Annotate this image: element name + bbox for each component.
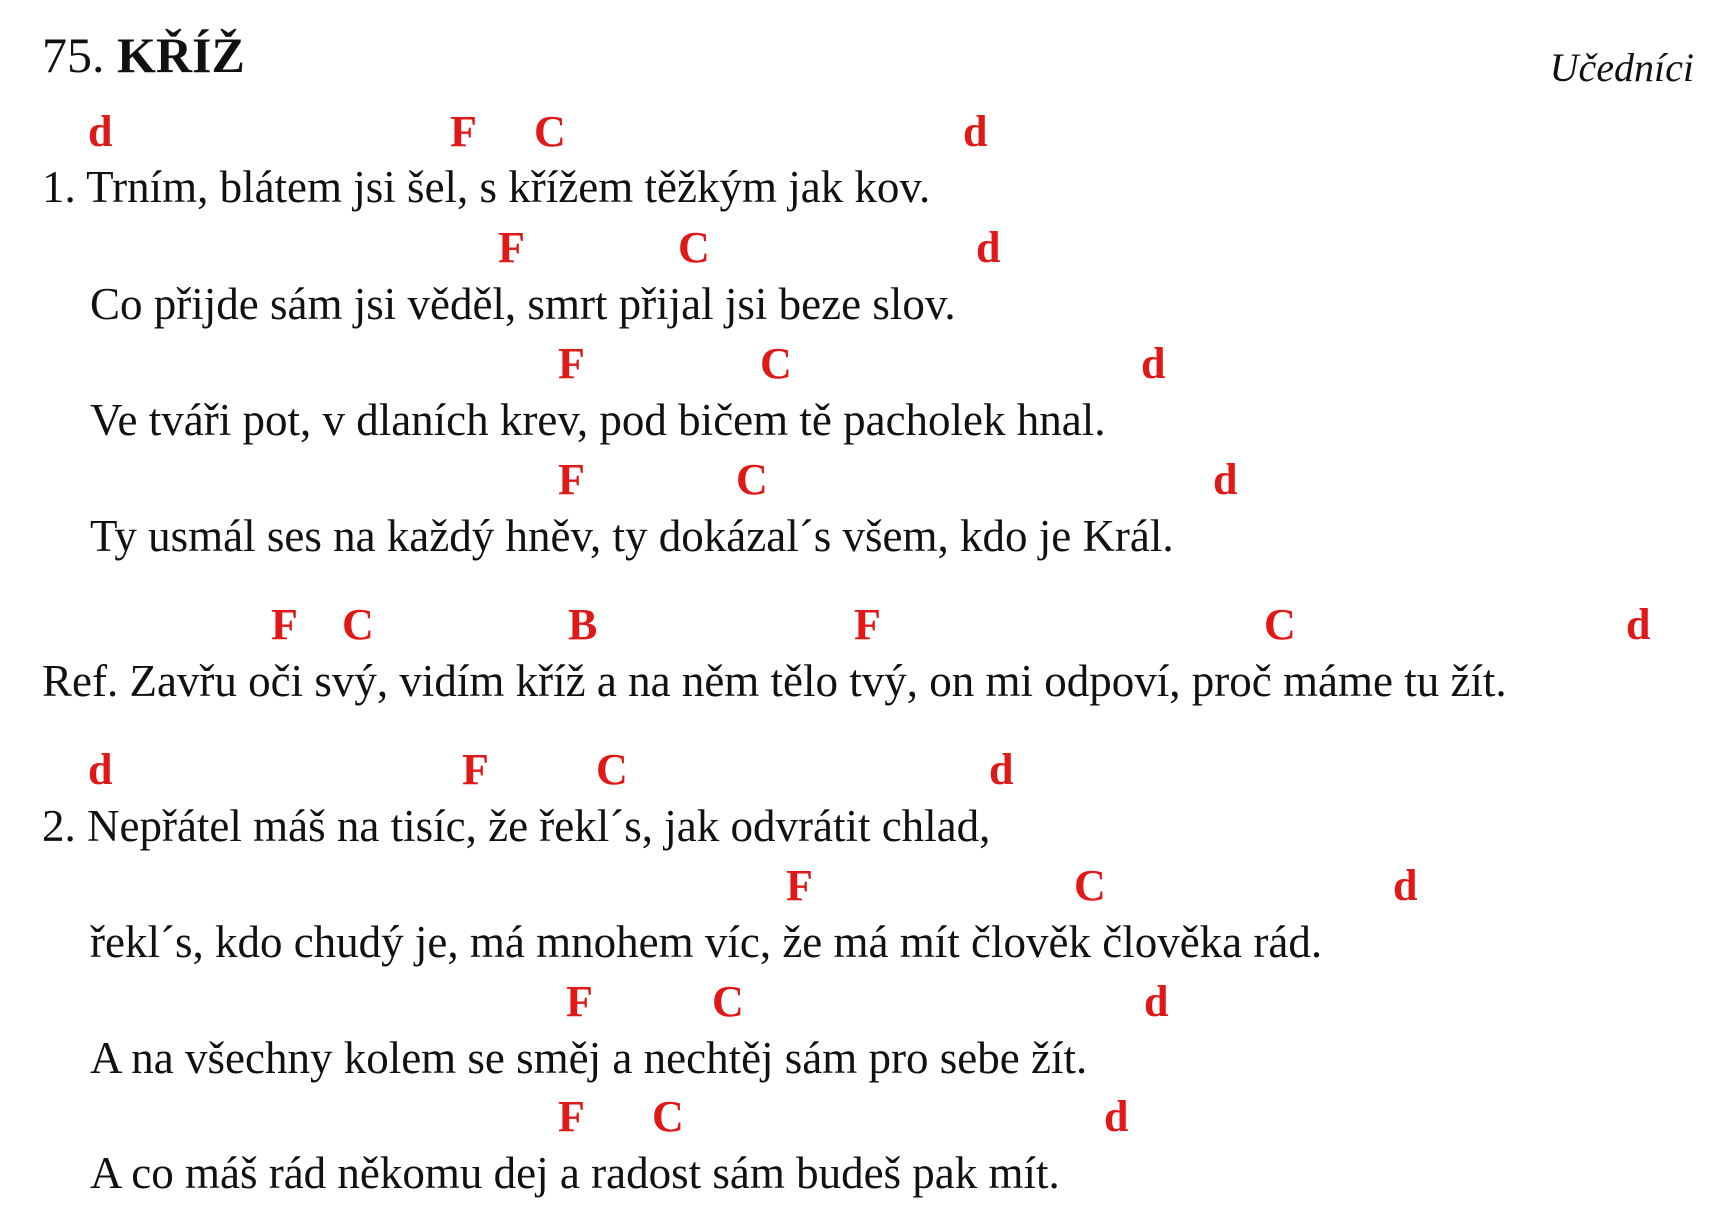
song-header bbox=[42, 27, 245, 83]
lyric-line: A na všechny kolem se směj a nechtěj sám pro sebe žít. bbox=[90, 1033, 1088, 1083]
chord: F bbox=[271, 600, 298, 649]
lyric-line: Co přijde sám jsi věděl, smrt přijal jsi beze slov. bbox=[90, 279, 956, 329]
song-author: Učedníci bbox=[1549, 45, 1694, 90]
chord: B bbox=[568, 600, 598, 649]
chord: C bbox=[534, 107, 566, 156]
chord: d bbox=[1141, 339, 1166, 388]
chord: F bbox=[786, 861, 813, 910]
lyric-line: Ve tváři pot, v dlaních krev, pod bičem tě pacholek hnal. bbox=[90, 395, 1106, 445]
lyric-line: 2. Nepřátel máš na tisíc, že řekl´s, jak odvrátit chlad, bbox=[42, 801, 991, 851]
chord: F bbox=[450, 107, 477, 156]
refrain-line: Ref. Zavřu oči svý, vidím kříž a na něm tělo tvý, on mi odpoví, proč máme tu žít. bbox=[42, 656, 1507, 706]
lyric-line: řekl´s, kdo chudý je, má mnohem víc, že má mít člověk člověka rád. bbox=[90, 917, 1323, 967]
chord: F bbox=[558, 1092, 585, 1141]
chord: F bbox=[566, 977, 593, 1026]
chord: C bbox=[678, 223, 710, 272]
chord: F bbox=[558, 455, 585, 504]
chord: d bbox=[1104, 1092, 1129, 1141]
chord: C bbox=[652, 1092, 684, 1141]
song-title: KŘÍŽ bbox=[117, 27, 245, 83]
chord: d bbox=[989, 745, 1014, 794]
chord: C bbox=[596, 745, 628, 794]
chord: C bbox=[760, 339, 792, 388]
chord: d bbox=[1144, 977, 1169, 1026]
chord: F bbox=[498, 223, 525, 272]
chord: d bbox=[1213, 455, 1238, 504]
chord: d bbox=[976, 223, 1001, 272]
chord: d bbox=[1626, 600, 1651, 649]
chord: F bbox=[854, 600, 881, 649]
chord: C bbox=[712, 977, 744, 1026]
chord: d bbox=[963, 107, 988, 156]
lyric-line: 1. Trním, blátem jsi šel, s křížem těžkým jak kov. bbox=[42, 162, 931, 212]
chord: d bbox=[1393, 861, 1418, 910]
chord: C bbox=[342, 600, 374, 649]
chord: F bbox=[558, 339, 585, 388]
chord: d bbox=[88, 107, 113, 156]
chord: C bbox=[1074, 861, 1106, 910]
lyric-line: Ty usmál ses na každý hněv, ty dokázal´s všem, kdo je Král. bbox=[90, 511, 1174, 561]
chord: F bbox=[462, 745, 489, 794]
chord: C bbox=[736, 455, 768, 504]
chord: d bbox=[88, 745, 113, 794]
song-number: 75. bbox=[42, 27, 105, 83]
lyric-line: A co máš rád někomu dej a radost sám budeš pak mít. bbox=[90, 1148, 1060, 1198]
chord: C bbox=[1264, 600, 1296, 649]
